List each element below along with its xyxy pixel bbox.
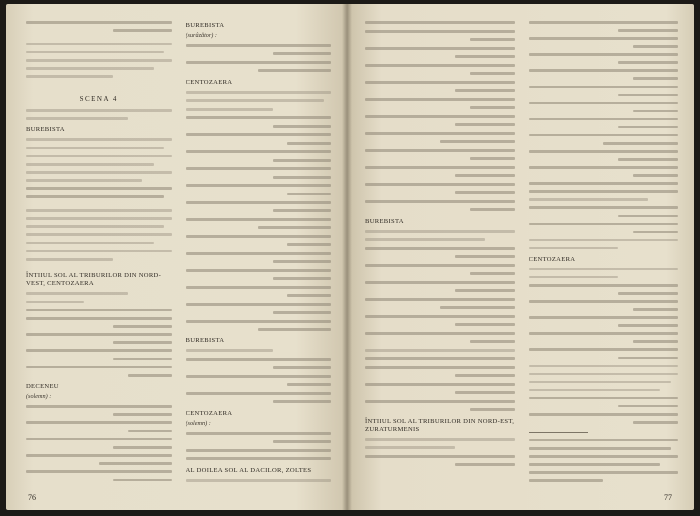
- left-column-2: [186, 18, 332, 484]
- speaker-intiul-sol-nord-est: ÎNTIIUL SOL AL TRIBURILOR DIN NORD-EST, ZURATURMENIS: [365, 417, 515, 433]
- footnote-rule: [529, 432, 589, 433]
- stage-direction-deceneu: (solemn) :: [26, 393, 52, 401]
- speaker-deceneu: DECENEU: [26, 383, 59, 391]
- speaker-centozaera-2: CENTOZAERA: [185, 409, 233, 417]
- speaker-burebista: BUREBISTA: [26, 126, 65, 134]
- stage-direction-burebista: (surâzător) :: [185, 32, 217, 39]
- speaker-intiul-sol: ÎNTIIUL SOL AL TRIBURILOR DIN NORD-VEST, CENTOZAERA: [26, 272, 162, 288]
- speaker-burebista-right: BUREBISTA: [365, 217, 404, 225]
- left-column-1: [26, 18, 172, 484]
- left-page: [6, 4, 347, 510]
- right-page-columns: [365, 18, 678, 484]
- right-column-1: [365, 18, 515, 484]
- speaker-al-doilea-sol: AL DOILEA SOL AL DACILOR, ZOLTES: [185, 466, 312, 474]
- book-spread: [6, 4, 694, 510]
- stage-direction-centozaera: (solemn) :: [185, 419, 211, 427]
- speaker-centozaera: CENTOZAERA: [185, 78, 233, 86]
- speaker-centozaera-right: CENTOZAERA: [528, 255, 576, 263]
- gutter-shadow-right: [347, 4, 352, 510]
- right-page: [347, 4, 694, 510]
- right-column-2: [529, 18, 679, 484]
- page-number-left: 76: [28, 493, 36, 502]
- page-number-right: 77: [664, 493, 672, 502]
- left-page-columns: [26, 18, 331, 484]
- speaker-burebista-3: BUREBISTA: [185, 337, 225, 345]
- speaker-burebista-2: BUREBISTA: [185, 22, 225, 29]
- scene-heading: SCENA 4: [79, 95, 118, 104]
